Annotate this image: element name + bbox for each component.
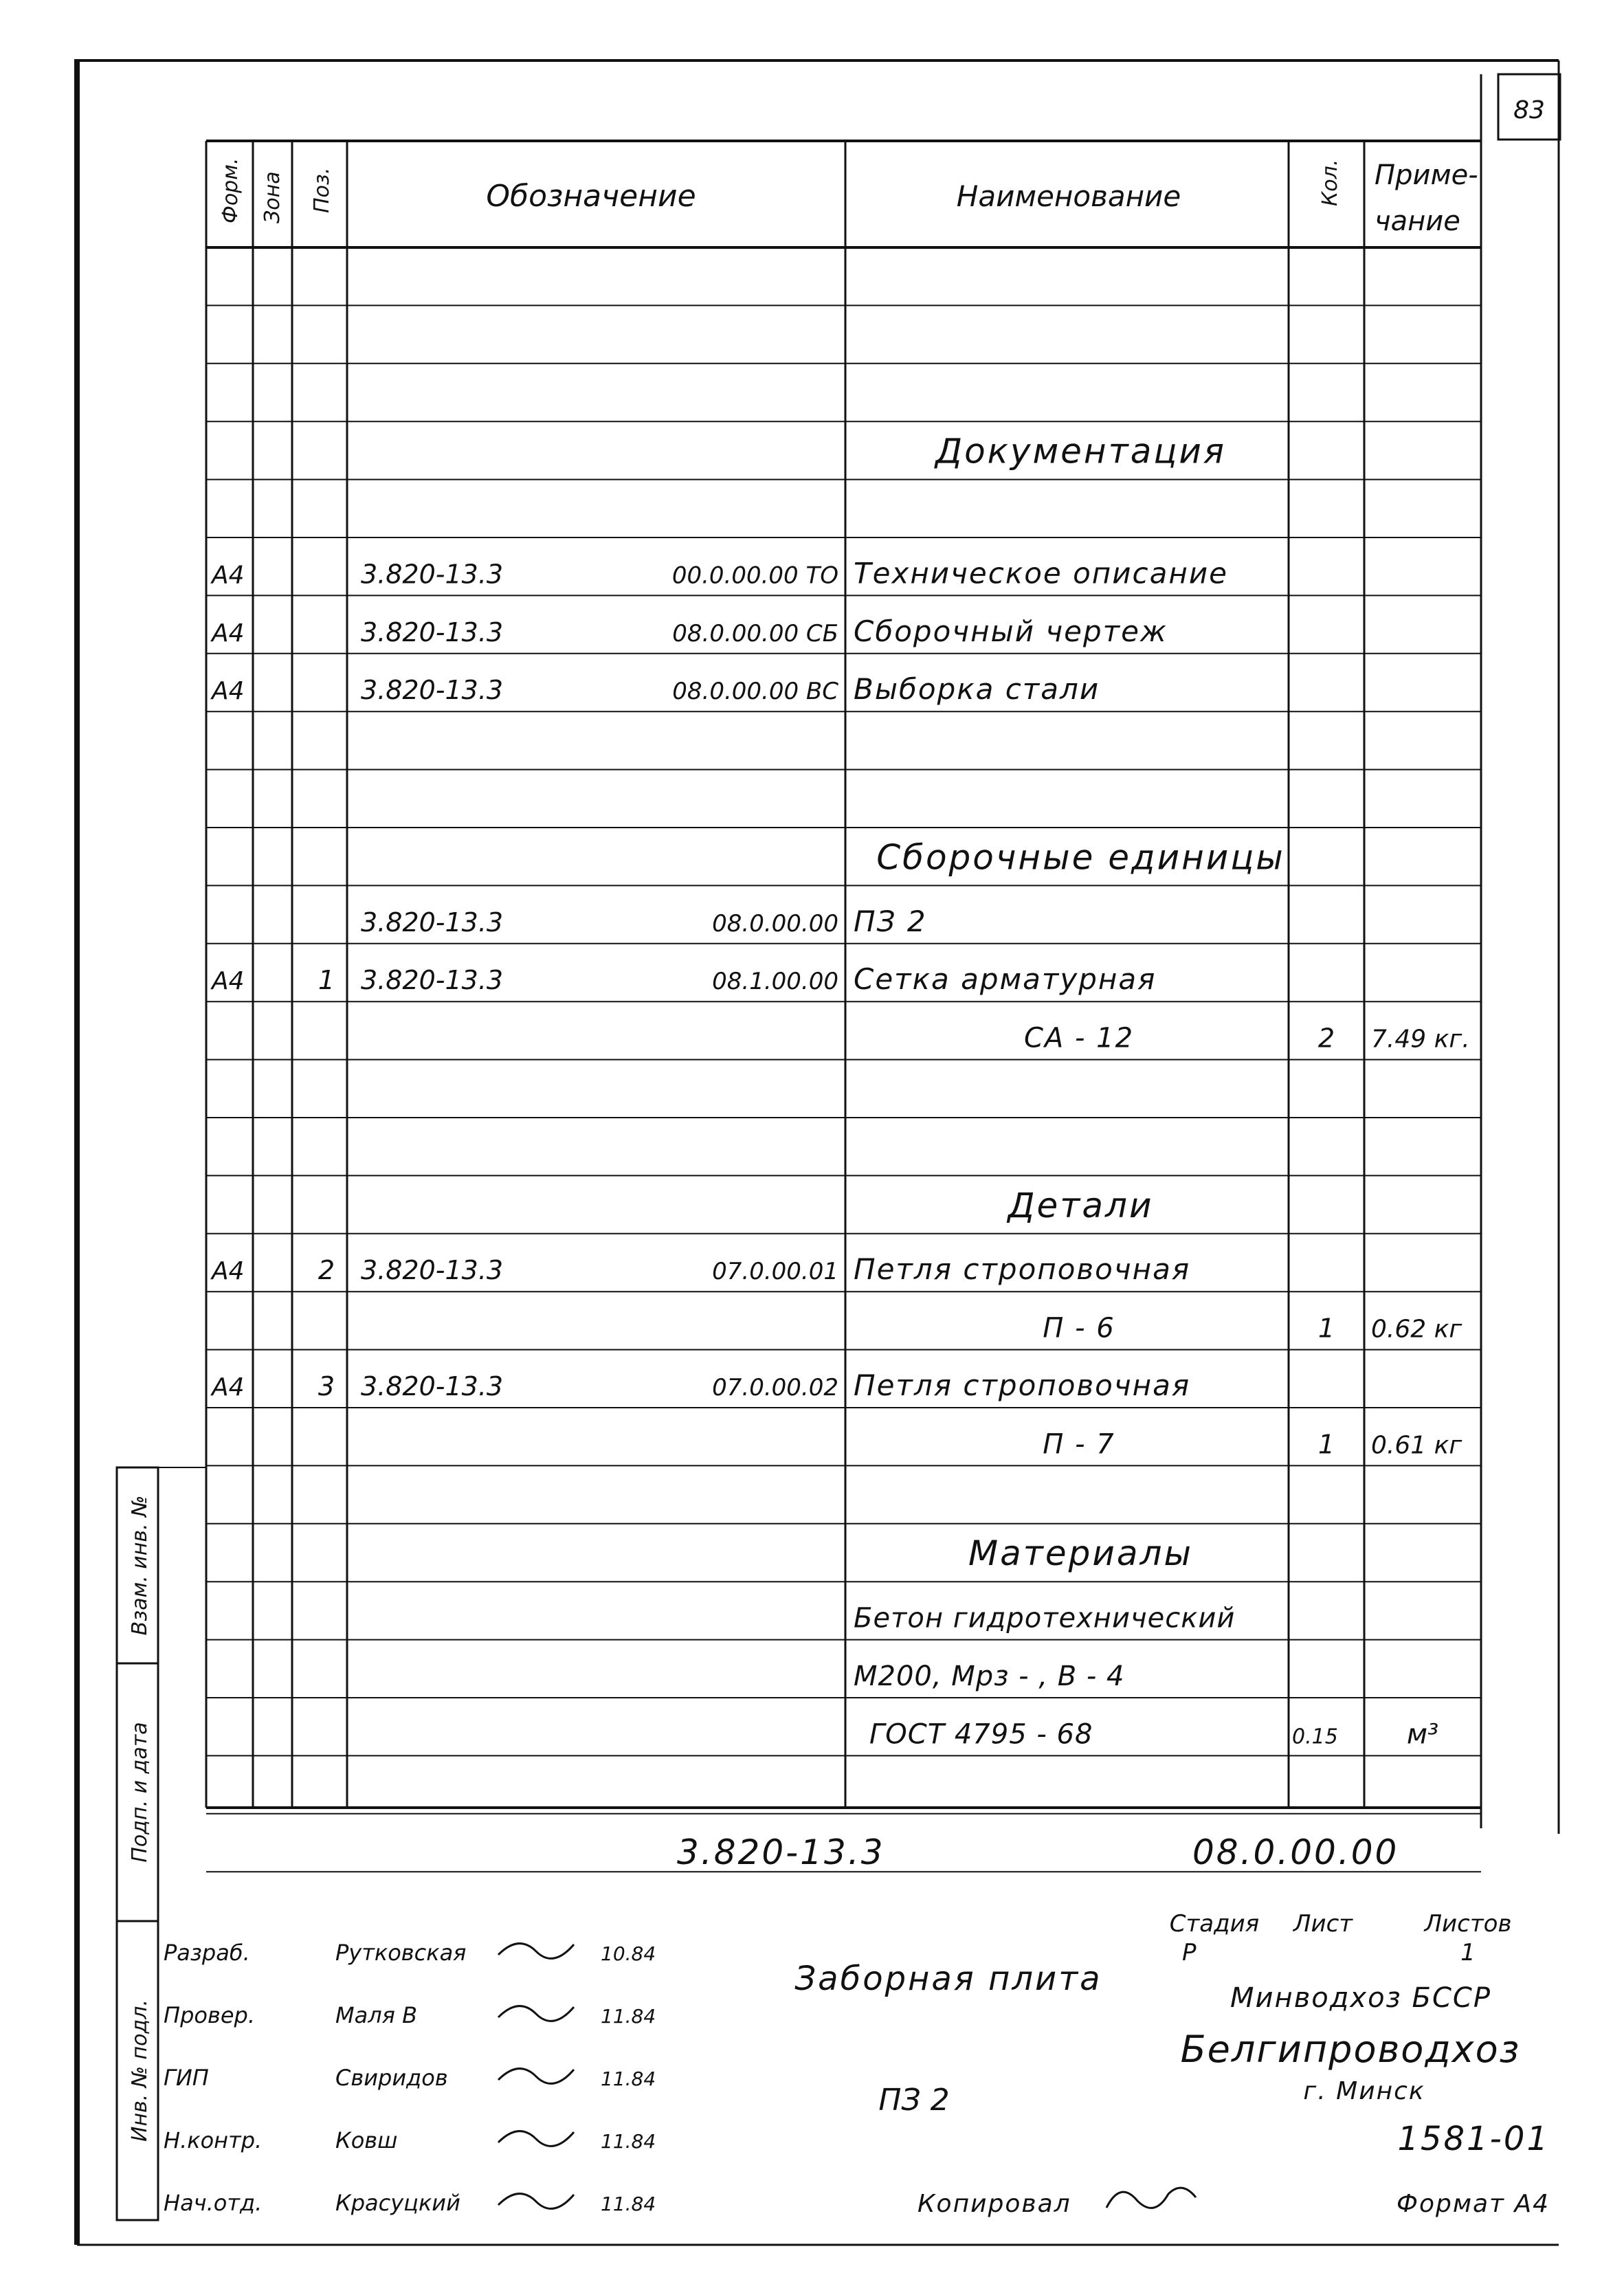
spec-table-grid: [206, 141, 1481, 1872]
cell-name: СА - 12: [1023, 1022, 1135, 1054]
section-heading: Сборочные единицы: [876, 837, 1285, 878]
signer-name: Маля В: [335, 2002, 418, 2028]
cell-format: А4: [212, 1257, 245, 1286]
signature-date: 10.84: [601, 1942, 656, 1965]
cell-designation-suffix: 00.0.00.00 ТО: [671, 562, 838, 590]
signature-date: 11.84: [601, 2193, 656, 2215]
cell-designation-suffix: 08.0.00.00 СБ: [672, 619, 838, 647]
signature-role: Провер.: [164, 2002, 255, 2028]
handwritten-signature: [498, 2131, 574, 2147]
org-city: г. Минск: [1303, 2077, 1425, 2105]
cell-pos: 1: [318, 965, 335, 996]
signature-date: 11.84: [601, 2067, 656, 2090]
side-label: Инв. № подл.: [128, 1999, 152, 2142]
side-label: Взам. инв. №: [128, 1495, 152, 1636]
col-header-pos: Поз.: [310, 167, 334, 213]
cell-format: А4: [212, 677, 245, 706]
cell-note: 0.61 кг: [1371, 1431, 1462, 1460]
cell-name: П - 6: [1043, 1312, 1115, 1344]
stage-value: Р: [1182, 1939, 1197, 1966]
cell-note: 7.49 кг.: [1371, 1025, 1470, 1054]
cell-name: М200, Мрз - , В - 4: [854, 1661, 1125, 1692]
copied-label: Копировал: [917, 2190, 1071, 2218]
signer-name: Ковш: [335, 2127, 398, 2153]
cell-code: 3.820-13.3: [361, 907, 504, 938]
handwritten-signature: [498, 1944, 574, 1959]
handwritten-signature: [498, 2006, 574, 2021]
col-header-note: Приме-: [1375, 159, 1478, 191]
cell-pos: 2: [318, 1255, 335, 1286]
cell-code: 3.820-13.3: [361, 675, 504, 706]
cell-qty: 1: [1317, 1313, 1335, 1344]
signer-name: Красуцкий: [335, 2190, 460, 2216]
section-heading: Документация: [935, 431, 1226, 472]
org-name: Белгипроводхоз: [1180, 2028, 1521, 2071]
cell-name: Сетка арматурная: [854, 962, 1157, 997]
side-label: Подп. и дата: [128, 1722, 152, 1863]
cell-name: Петля строповочная: [854, 1252, 1191, 1287]
signature-role: Разраб.: [164, 1940, 250, 1966]
sheet-number: 83: [1513, 96, 1545, 124]
signature-date: 11.84: [601, 2130, 656, 2153]
signature-role: Нач.отд.: [164, 2190, 263, 2216]
cell-name: Петля строповочная: [854, 1368, 1191, 1402]
cell-code: 3.820-13.3: [361, 617, 504, 647]
col-header-designation: Обозначение: [486, 179, 696, 214]
cell-pos: 3: [318, 1371, 335, 1401]
format-label: Формат А4: [1396, 2190, 1550, 2218]
cell-qty: 1: [1317, 1429, 1335, 1460]
cell-name: Техническое описание: [854, 556, 1228, 590]
section-heading: Детали: [1008, 1185, 1154, 1226]
drawing-subtitle: ПЗ 2: [878, 2083, 950, 2118]
sheet-label: Лист: [1293, 1910, 1353, 1938]
col-header-name: Наименование: [956, 179, 1181, 213]
cell-format: А4: [212, 619, 245, 647]
archive-number: 1581-01: [1397, 2120, 1550, 2158]
cell-name: Бетон гидротехнический: [854, 1602, 1236, 1634]
signature-role: ГИП: [164, 2065, 209, 2091]
cell-name: ПЗ 2: [854, 904, 927, 938]
title-block: [158, 1808, 1559, 2220]
col-header-qty: Кол.: [1318, 159, 1342, 206]
cell-designation-suffix: 08.0.00.00: [712, 909, 838, 938]
cell-format: А4: [212, 561, 245, 590]
cell-designation-suffix: 08.0.00.00 ВС: [672, 678, 838, 706]
drawing-title: Заборная плита: [794, 1960, 1102, 1998]
cell-format: А4: [212, 967, 245, 996]
handwritten-signature: [498, 2194, 574, 2209]
cell-designation-suffix: 08.1.00.00: [712, 968, 838, 996]
handwritten-signature: [498, 2069, 574, 2084]
drawing-code-right: 08.0.00.00: [1192, 1832, 1399, 1872]
drawing-code-left: 3.820-13.3: [677, 1832, 885, 1872]
signature-date: 11.84: [601, 2005, 656, 2028]
signature-role: Н.контр.: [164, 2127, 263, 2153]
stage-label: Стадия: [1169, 1910, 1260, 1938]
org-line: Минводхоз БССР: [1230, 1982, 1491, 2014]
cell-name: Выборка стали: [854, 672, 1100, 707]
sheets-value: 1: [1460, 1939, 1476, 1966]
cell-name: ГОСТ 4795 - 68: [869, 1718, 1093, 1751]
section-heading: Материалы: [968, 1533, 1193, 1574]
cell-code: 3.820-13.3: [361, 559, 504, 590]
cell-code: 3.820-13.3: [361, 1371, 504, 1401]
col-header-note: чание: [1375, 206, 1460, 237]
cell-note: м³: [1406, 1718, 1439, 1751]
cell-designation-suffix: 07.0.00.02: [712, 1374, 838, 1401]
cell-designation-suffix: 07.0.00.01: [712, 1258, 838, 1286]
cell-name: Сборочный чертеж: [854, 614, 1168, 648]
cell-format: А4: [212, 1373, 245, 1401]
cell-note: 0.62 кг: [1371, 1315, 1462, 1344]
cell-name: П - 7: [1043, 1428, 1115, 1461]
cell-qty: 0.15: [1292, 1725, 1338, 1749]
copier-signature: [1106, 2188, 1196, 2208]
col-header-zone: Зона: [260, 171, 285, 223]
col-header-format: Форм.: [219, 157, 243, 223]
signer-name: Свиридов: [335, 2065, 448, 2091]
cell-qty: 2: [1317, 1023, 1335, 1054]
signer-name: Рутковская: [335, 1940, 467, 1966]
cell-code: 3.820-13.3: [361, 1255, 504, 1286]
cell-code: 3.820-13.3: [361, 965, 504, 996]
sheets-label: Листов: [1424, 1910, 1512, 1938]
